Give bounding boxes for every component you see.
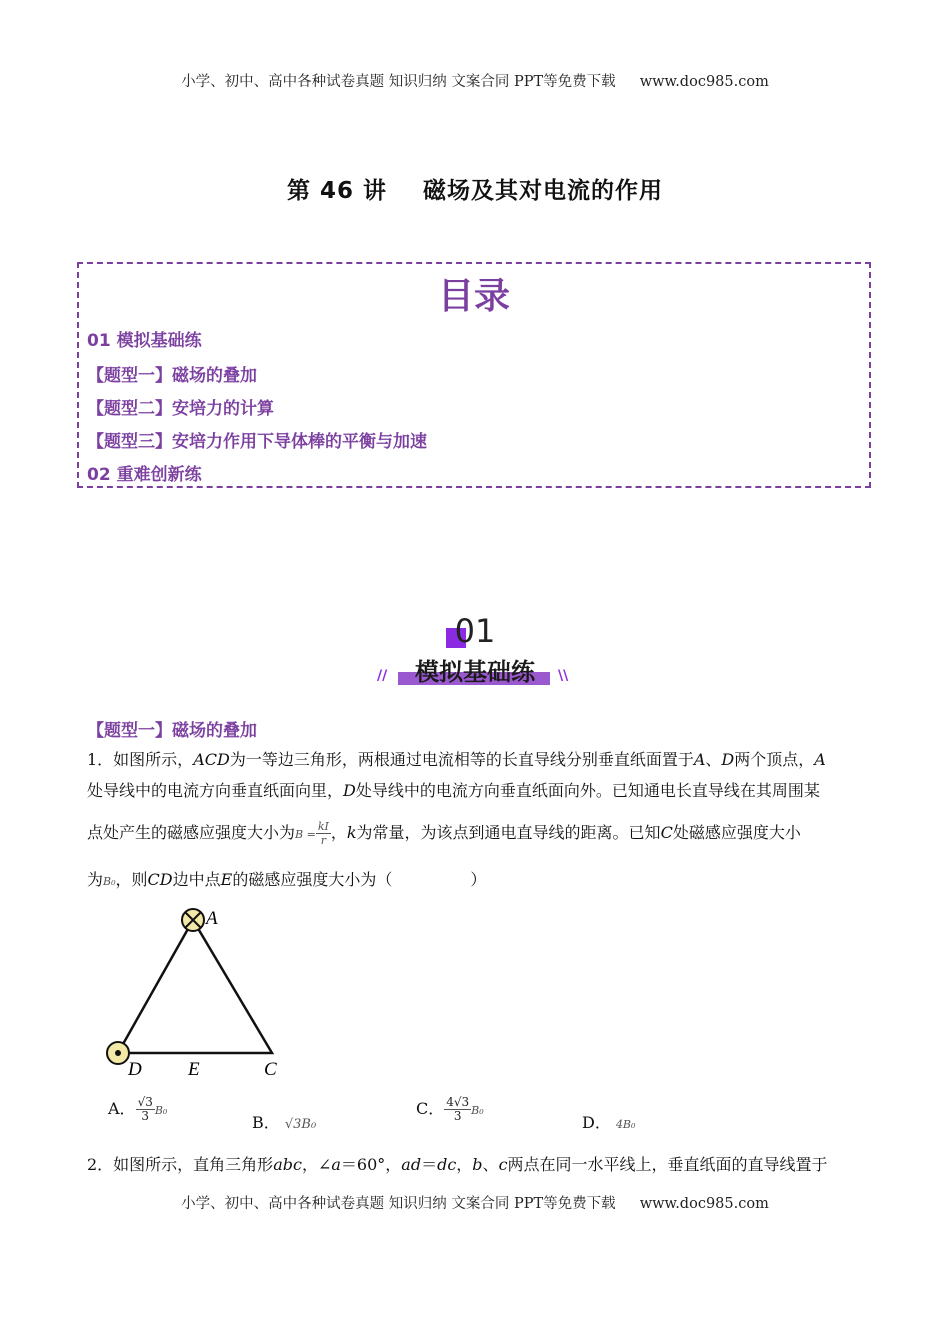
question-2-line-1: 2．如图所示，直角三角形abc，∠a＝60°，ad＝dc，b、c两点在同一水平线上，垂直纸面的直导线置于	[87, 1155, 828, 1174]
toc-item[interactable]: 【题型二】安培力的计算	[87, 399, 274, 419]
page-footer	[0, 1192, 950, 1213]
footer-text: 小学、初中、高中各种试卷真题 知识归纳 文案合同 PPT等免费下载	[181, 1196, 616, 1212]
formula-b: B =	[295, 828, 316, 841]
toc-item[interactable]: 02 重难创新练	[87, 465, 202, 485]
section-number: 01	[454, 612, 496, 650]
question-1-line-1: 1．如图所示，ACD为一等边三角形，两根通过电流相等的长直导线分别垂直纸面置于A、D两个顶点，A	[87, 750, 826, 769]
option-c[interactable]: C． $\frac{4√3}{3}$ B₀	[416, 1095, 484, 1123]
section-badge	[375, 612, 575, 692]
table-of-contents	[77, 262, 871, 488]
page-title	[0, 172, 950, 205]
formula-fraction: $\frac{kI}{r}$	[317, 820, 329, 847]
label-e: E	[188, 1059, 200, 1080]
page-header	[0, 70, 950, 91]
option-d[interactable]: D． 4B₀	[582, 1113, 636, 1132]
triangle-acd	[118, 920, 272, 1053]
label-c: C	[264, 1059, 277, 1080]
lecture-number: 第 46 讲	[286, 178, 388, 204]
question-1-line-4: 为B₀，则CD边中点E的磁感应强度大小为（ ）	[87, 870, 487, 889]
toc-item[interactable]: 【题型三】安培力作用下导体棒的平衡与加速	[87, 432, 427, 452]
header-text: 小学、初中、高中各种试卷真题 知识归纳 文案合同 PPT等免费下载	[181, 74, 616, 90]
wire-into-page-icon	[182, 909, 204, 931]
left-slash-mark: //	[377, 668, 388, 684]
header-site[interactable]: www.doc985.com	[639, 74, 769, 90]
section-label: 模拟基础练	[415, 658, 535, 686]
wire-out-of-page-icon	[107, 1042, 129, 1064]
toc-heading: 目录	[437, 276, 510, 317]
toc-item[interactable]: 01 模拟基础练	[87, 331, 202, 351]
right-slash-mark: \\	[558, 668, 569, 684]
option-b[interactable]: B． √3B₀	[252, 1113, 317, 1132]
triangle-figure	[100, 900, 320, 1090]
question-1-line-2: 处导线中的电流方向垂直纸面向里，D处导线中的电流方向垂直纸面向外。已知通电长直导线在其周围某	[87, 781, 820, 800]
footer-site[interactable]: www.doc985.com	[639, 1196, 769, 1212]
question-type-heading: 【题型一】磁场的叠加	[87, 721, 257, 741]
lecture-topic: 磁场及其对电流的作用	[423, 178, 664, 204]
option-a[interactable]: A． $\frac{√3}{3}$ B₀	[108, 1095, 168, 1123]
label-d: D	[128, 1059, 142, 1080]
toc-item[interactable]: 【题型一】磁场的叠加	[87, 366, 257, 386]
label-a: A	[206, 908, 218, 929]
question-1-line-3: 点处产生的磁感应强度大小为B = $\frac{kI}{r}$ ，k为常量，为该点到通电直导线的距离。已知C处磁感应强度大小	[87, 820, 801, 847]
